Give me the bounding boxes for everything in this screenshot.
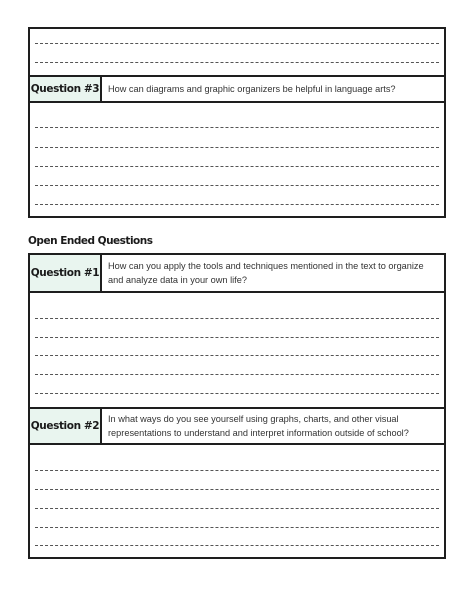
question-3-text: How can diagrams and graphic organizers be helpful in language arts? bbox=[108, 84, 396, 94]
answer-line bbox=[35, 489, 439, 490]
answer-line bbox=[35, 374, 439, 375]
answer-line bbox=[35, 204, 439, 205]
section-heading: Open Ended Questions bbox=[28, 235, 153, 247]
question-1-label: Question #1 bbox=[30, 255, 102, 291]
answer-line bbox=[35, 166, 439, 167]
question-2-label: Question #2 bbox=[30, 409, 102, 443]
question-2-text: In what ways do you see yourself using graphs, charts, and other visual representations to understand and interpret information outside of school? bbox=[108, 414, 409, 438]
question-3-header bbox=[30, 75, 444, 103]
question-3-label: Question #3 bbox=[30, 77, 102, 101]
answer-line bbox=[35, 470, 439, 471]
answer-line bbox=[35, 527, 439, 528]
answer-line bbox=[35, 62, 439, 63]
answer-line bbox=[35, 337, 439, 338]
open-ended-box bbox=[28, 253, 446, 559]
answer-line bbox=[35, 43, 439, 44]
question-3-box bbox=[28, 27, 446, 218]
answer-line bbox=[35, 355, 439, 356]
question-1-text: How can you apply the tools and techniques mentioned in the text to organize and analyze data in your own life? bbox=[108, 261, 424, 285]
question-1-header bbox=[30, 255, 444, 293]
answer-line bbox=[35, 545, 439, 546]
answer-line bbox=[35, 393, 439, 394]
answer-line bbox=[35, 147, 439, 148]
answer-line bbox=[35, 185, 439, 186]
question-2-header bbox=[30, 407, 444, 445]
answer-line bbox=[35, 127, 439, 128]
answer-line bbox=[35, 318, 439, 319]
answer-line bbox=[35, 508, 439, 509]
